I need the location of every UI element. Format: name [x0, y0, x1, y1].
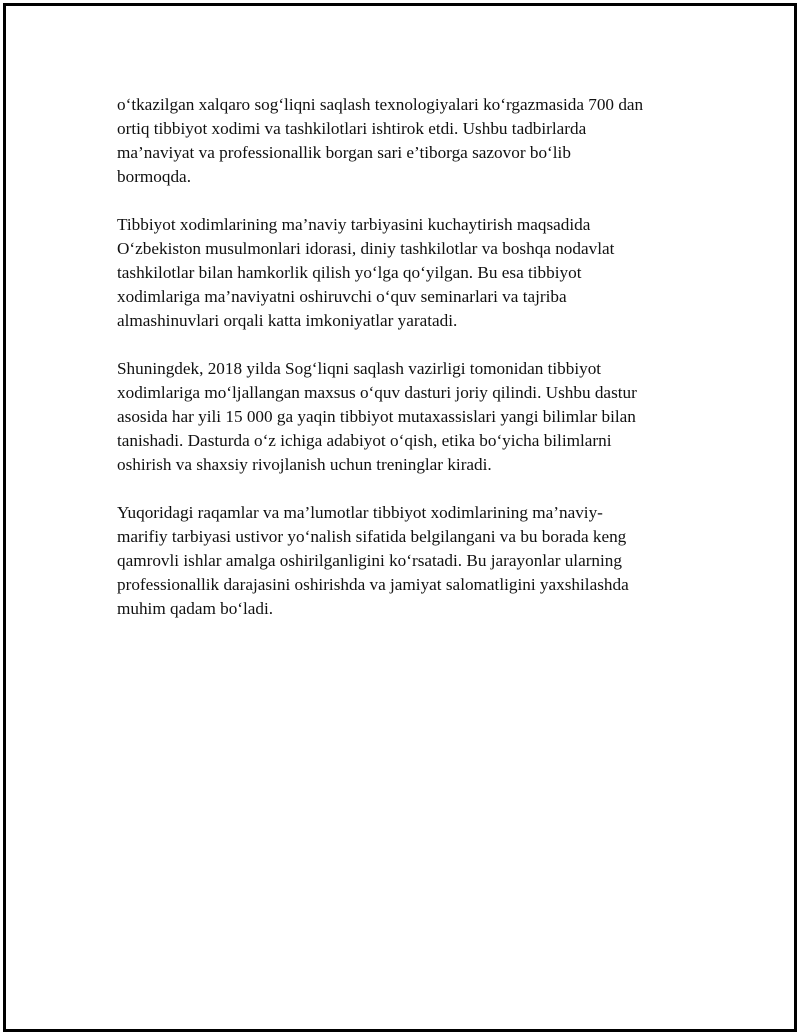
text-line: professionallik darajasini oshirishda va jamiyat salomatligini yaxshilashda — [117, 575, 629, 594]
text-line: asosida har yili 15 000 ga yaqin tibbiyot mutaxassislari yangi bilimlar bilan — [117, 407, 636, 426]
text-line: ortiq tibbiyot xodimi va tashkilotlari ishtirok etdi. Ushbu tadbirlarda — [117, 119, 587, 138]
paragraph-3 — [117, 357, 697, 477]
text-line: o‘tkazilgan xalqaro sog‘liqni saqlash texnologiyalari ko‘rgazmasida 700 dan — [117, 95, 644, 114]
text-line: almashinuvlari orqali katta imkoniyatlar yaratadi. — [117, 311, 458, 330]
text-line: Tibbiyot xodimlarining ma’naviy tarbiyasini kuchaytirish maqsadida — [117, 215, 591, 234]
paragraph-1 — [117, 93, 697, 189]
text-line: oshirish va shaxsiy rivojlanish uchun treninglar kiradi. — [117, 455, 492, 474]
text-line: tanishadi. Dasturda o‘z ichiga adabiyot o‘qish, etika bo‘yicha bilimlarni — [117, 431, 612, 450]
text-line: ma’naviyat va professionallik borgan sari e’tiborga sazovor bo‘lib — [117, 143, 571, 162]
text-line: marifiy tarbiyasi ustivor yo‘nalish sifatida belgilangani va bu borada keng — [117, 527, 627, 546]
text-line: tashkilotlar bilan hamkorlik qilish yo‘lga qo‘yilgan. Bu esa tibbiyot — [117, 263, 582, 282]
document-body — [117, 93, 697, 645]
text-line: Shuningdek, 2018 yilda Sog‘liqni saqlash vazirligi tomonidan tibbiyot — [117, 359, 602, 378]
text-line: qamrovli ishlar amalga oshirilganligini ko‘rsatadi. Bu jarayonlar ularning — [117, 551, 622, 570]
paragraph-2 — [117, 213, 697, 333]
text-line: muhim qadam bo‘ladi. — [117, 599, 274, 618]
text-line: xodimlariga ma’naviyatni oshiruvchi o‘quv seminarlari va tajriba — [117, 287, 567, 306]
text-line: bormoqda. — [117, 167, 191, 186]
paragraph-4 — [117, 501, 697, 621]
text-line: Yuqoridagi raqamlar va ma’lumotlar tibbiyot xodimlarining ma’naviy- — [117, 503, 603, 522]
text-line: xodimlariga mo‘ljallangan maxsus o‘quv dasturi joriy qilindi. Ushbu dastur — [117, 383, 637, 402]
text-line: O‘zbekiston musulmonlari idorasi, diniy tashkilotlar va boshqa nodavlat — [117, 239, 615, 258]
